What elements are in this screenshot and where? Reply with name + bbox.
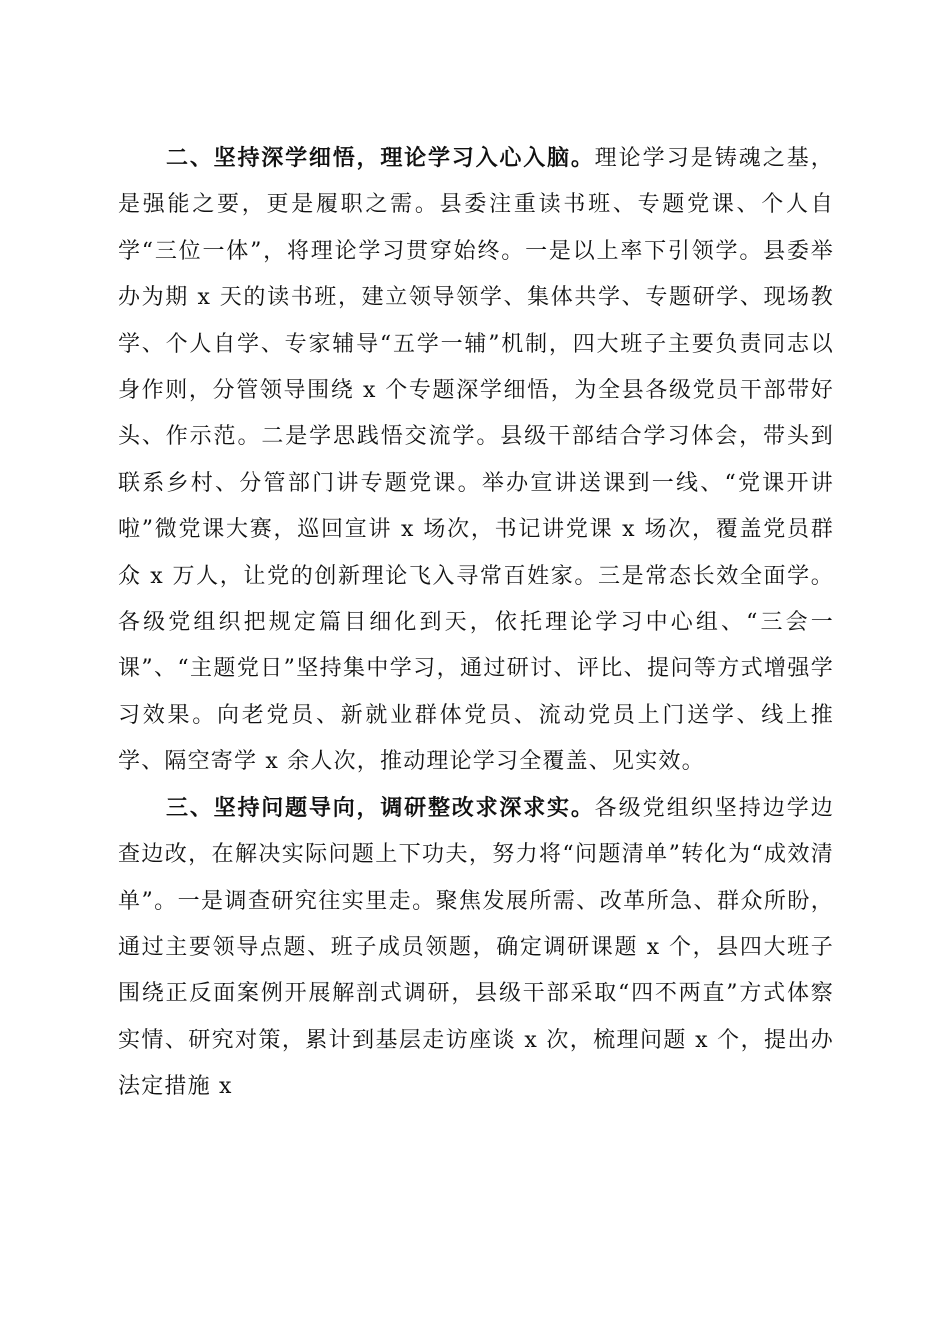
paragraph-section-3 [118, 786, 834, 1111]
section-3-heading: 三、坚持问题导向，调研整改求深求实。 [166, 795, 595, 821]
section-2-body: 理论学习是铸魂之基，是强能之要，更是履职之需。县委注重读书班、专题党课、个人自学“三位一体”，将理论学习贯穿始终。一是以上率下引领学。县委举办为期 x 天的读书班，建立领导领学、集体共学、专题研学、现场教学、个人自学、专家辅导“五学一辅”机制，四大班子主要负责同志以身作则，分管领导围绕 x 个专题深学细悟，为全县各级党员干部带好头、作示范。二是学思践悟交流学。县级干部结合学习体会，带头到联系乡村、分管部门讲专题党课。举办宣讲送课到一线、“党课开讲啦”微党课大赛，巡回宣讲 x 场次，书记讲党课 x 场次，覆盖党员群众 x 万人，让党的创新理论飞入寻常百姓家。三是常态长效全面学。各级党组织把规定篇目细化到天，依托理论学习中心组、“三会一课”、“主题党日”坚持集中学习，通过研讨、评比、提问等方式增强学习效果。向老党员、新就业群体党员、流动党员上门送学、线上推学、隔空寄学 x 余人次，推动理论学习全覆盖、见实效。 [118, 146, 834, 775]
paragraph-section-2 [118, 136, 834, 786]
section-2-heading: 二、坚持深学细悟，理论学习入心入脑。 [166, 146, 595, 171]
section-3-body: 各级党组织坚持边学边查边改，在解决实际问题上下功夫，努力将“问题清单”转化为“成效清单”。一是调查研究往实里走。聚焦发展所需、改革所急、群众所盼，通过主要领导点题、班子成员领题，确定调研课题 x 个，县四大班子围绕正反面案例开展解剖式调研，县级干部采取“四不两直”方式体察实情、研究对策，累计到基层走访座谈 x 次，梳理问题 x 个，提出办法定措施 x [118, 795, 834, 1100]
document-body [118, 136, 834, 1111]
